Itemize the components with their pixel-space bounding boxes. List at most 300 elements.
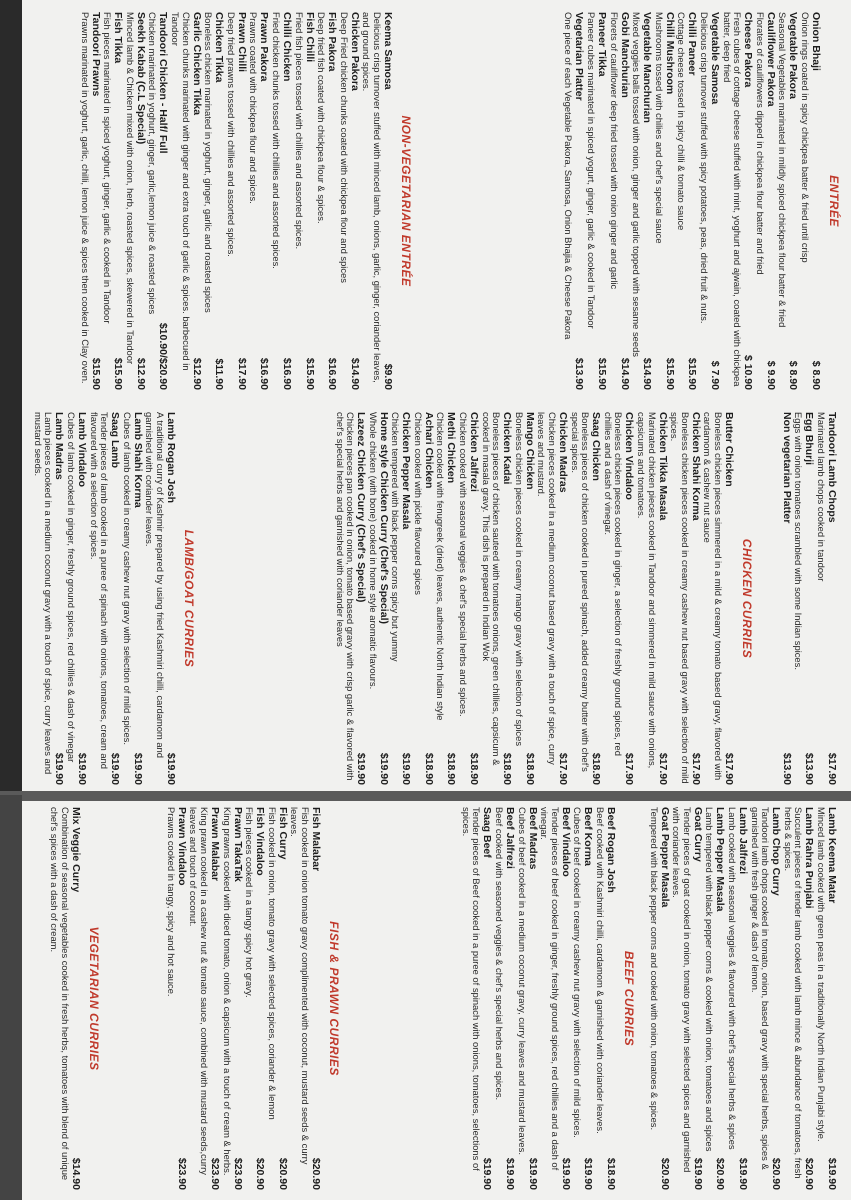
dish-price: $18.90 xyxy=(523,752,536,785)
menu-item xyxy=(793,412,815,785)
menu-item-header xyxy=(560,807,571,1190)
menu-item-header xyxy=(423,412,434,785)
menu-item-header xyxy=(664,12,675,390)
menu-item xyxy=(165,807,187,1190)
dish-name: Keema Samosa xyxy=(382,12,394,90)
dish-description: Lamb tempered with black pepper corns & cooked with onion, tomatoes and spices xyxy=(704,807,716,1152)
menu-item-header xyxy=(109,412,120,785)
dish-name: Beef Vindaloo xyxy=(559,807,572,877)
dish-name: Lazeez Chicken Curry (Chef's Special) xyxy=(355,412,368,603)
dish-price: $17.90 xyxy=(235,357,248,390)
menu-item-header xyxy=(165,412,176,785)
menu-item-header xyxy=(277,807,288,1190)
menu-item-header xyxy=(112,12,123,390)
dish-price: $15.90 xyxy=(303,357,316,390)
dish-price: $15.90 xyxy=(89,357,102,390)
dish-description: Boneless chicken marinated in yoghurt, ginger, garlic and roasted spices xyxy=(203,12,215,313)
dish-price: $15.90 xyxy=(663,357,676,390)
dish-name: Mix Veggie Curry xyxy=(70,807,82,893)
menu-item-header xyxy=(714,807,725,1190)
menu-item xyxy=(266,807,288,1190)
dish-name: Vegetable Pakora xyxy=(787,12,800,99)
menu-item xyxy=(648,807,670,1190)
dish-price: $20.90 xyxy=(803,1157,816,1190)
menu-item xyxy=(289,807,321,1190)
dish-price: $19.90 xyxy=(826,1157,838,1190)
dish-price: $18.90 xyxy=(590,752,603,785)
dish-description: Fish pieces marinated in spiced yoghurt, ginger, garlic & cooked in Tandoor xyxy=(102,12,114,324)
dish-name: Chicken Pepper Masala xyxy=(400,412,413,530)
item-list xyxy=(165,807,321,1190)
dish-price: $14.90 xyxy=(348,357,361,390)
dish-price: $12.90 xyxy=(134,357,147,390)
section-entree xyxy=(562,0,841,400)
dish-description: Whole chicken (with bone) cooked in home style aromatic flavours. xyxy=(367,412,379,690)
dish-name: Vegetarian Platter xyxy=(573,12,586,101)
dish-description: Succulent pieces of tender lamb cooked with lamb mince & abundance of tomatoes, fresh herbs & spices. xyxy=(782,807,805,1179)
menu-item xyxy=(749,807,781,1190)
dish-price: $12.90 xyxy=(190,357,203,390)
menu-item xyxy=(458,412,480,785)
menu-item xyxy=(676,12,698,390)
dish-description: Prawns cooked in tangy, spicy and hot sauce. xyxy=(165,807,177,997)
dish-name: Seekh Kabab (C.L Special) xyxy=(134,12,147,145)
menu-item xyxy=(594,807,616,1190)
menu-item xyxy=(334,412,366,785)
menu-item xyxy=(572,807,594,1190)
dish-price: $19.90 xyxy=(504,1157,517,1190)
dish-description: Delicious crisp turnover stuffed with minced lamb, onions, garlic, ginger, coriander leaves, and ground spices. xyxy=(361,12,383,383)
dish-name: Chilli Paneer xyxy=(686,12,699,76)
menu-item xyxy=(102,12,124,390)
menu-item-header xyxy=(527,807,538,1190)
dish-name: Chicken Jalfrezi xyxy=(468,412,481,492)
dish-description: Tandoori lamb chops cooked in tomato, onion, based gravy with special herbs, spices & garnished with fresh ginger & dash of lemon. xyxy=(749,807,772,1170)
dish-description: Eggs with onion tomatoes scrambled with some Indian spices. xyxy=(793,412,805,670)
dish-price: $18.90 xyxy=(501,752,514,785)
section-title: VEGETARIAN CURRIES xyxy=(87,926,101,1071)
item-list xyxy=(563,12,821,390)
item-list xyxy=(334,412,734,785)
section-title: CHICKEN CURRIES xyxy=(740,538,754,659)
menu-item-header xyxy=(803,412,814,785)
dish-name: Lamb Vindaloo xyxy=(76,412,89,488)
dish-name: Lamb Rogan Josh xyxy=(165,412,177,504)
menu-item-header xyxy=(770,807,781,1190)
dish-name: Fish Vindaloo xyxy=(254,807,267,876)
menu-item xyxy=(493,807,515,1190)
dish-description: Prawns marinated in yoghurt, garlic, chilli, lemon juice & spices then cooked in Clay oven. xyxy=(79,12,91,384)
menu-item-header xyxy=(76,412,87,785)
dish-name: Prawn Malabar xyxy=(209,807,222,882)
dish-name: Prawn Pakora xyxy=(258,12,271,82)
dish-name: Fish Malabar xyxy=(310,807,322,872)
page-bottom-band xyxy=(0,400,22,795)
dish-description: Delicious crisp turnover stuffed with spicy potatoes, peas, dried fruit & nuts. xyxy=(699,12,711,324)
menu-item-header xyxy=(310,807,321,1190)
menu-item-header xyxy=(504,807,515,1190)
panel-chicken-lamb xyxy=(0,400,851,795)
menu-item xyxy=(669,412,701,785)
dish-description: Chicken tempered with black pepper corns spicy but yummy xyxy=(390,412,402,662)
menu-item xyxy=(513,412,535,785)
dish-price: $19.90 xyxy=(582,1157,595,1190)
dish-name: Beef Jalfrezi xyxy=(504,807,517,869)
dish-price: $14.90 xyxy=(618,357,631,390)
dish-name: Non vegetarian Platter xyxy=(780,412,793,524)
dish-price: $ 8.90 xyxy=(787,360,800,390)
dish-description: Chicken marinated in yoghurt, ginger, garlic,lemon juice & roasted spices xyxy=(147,12,159,315)
dish-name: Lamb Keema Matar xyxy=(826,807,838,904)
dish-price: $ 8.90 xyxy=(810,360,822,390)
dish-description: Marinated lamb chops cooked in tandoor xyxy=(816,412,827,582)
section-nonveg-entree xyxy=(78,0,413,400)
menu-item-header xyxy=(686,12,697,390)
dish-description: Paneer cubes marinated in spiced yogurt, ginger, garlic & cooked in Tandoor xyxy=(586,12,598,329)
menu-item-header xyxy=(596,12,607,390)
menu-item xyxy=(721,12,753,390)
menu-item-header xyxy=(176,807,187,1190)
dish-name: Vegetable Manchurian xyxy=(641,12,654,123)
dish-price: $19.90 xyxy=(691,1157,704,1190)
menu-item-header xyxy=(742,12,753,390)
dish-price: $19.90 xyxy=(53,752,66,785)
dish-description: Prawns coated with chickpea flour and spices. xyxy=(248,12,260,204)
dish-price: $19.90 xyxy=(481,1157,494,1190)
menu-item xyxy=(569,412,601,785)
dish-description: Fish cooked in onion tomato gravy complimented with coconut, mustard seeds & curry leaves. xyxy=(289,807,311,1165)
dish-name: Chicken Kadai xyxy=(501,412,514,485)
dish-description: A traditional curry of Kashmir prepared by using fried Kashmiri chilli, cardamom and garnished with coriander leaves. xyxy=(144,412,166,758)
dish-name: Goat Curry xyxy=(691,807,704,862)
item-list xyxy=(648,807,837,1190)
dish-price: $18.90 xyxy=(605,1157,617,1190)
dish-description: Boneless chicken pieces cooked in creamy mango gravy with selection of spices xyxy=(513,412,525,747)
dish-description: Cottage cheese tossed in spicy chilli & tomato sauce xyxy=(676,12,688,231)
dish-name: Beef Korma xyxy=(582,807,595,866)
menu-item-header xyxy=(232,807,243,1190)
menu-item-header xyxy=(605,807,616,1190)
dish-price: $17.90 xyxy=(826,752,838,785)
menu-item xyxy=(188,807,220,1190)
menu-item-header xyxy=(281,12,292,390)
dish-name: Prawn Chilli xyxy=(235,12,248,73)
dish-price: $14.90 xyxy=(641,357,654,390)
dish-price: $20.90 xyxy=(714,1157,727,1190)
dish-description: Beef cooked with Kashmiri chilli, cardamom & garnished with coriander leaves. xyxy=(595,807,606,1134)
dish-price: $9.90 xyxy=(382,363,394,390)
dish-price: $17.90 xyxy=(557,752,570,785)
menu-item-header xyxy=(446,412,457,785)
menu-item xyxy=(460,807,492,1190)
dish-description: Chicken pieces pan cooked in onion, tomato based gravy with crisp garlic & flavored with chef's special herbs and garnished with coriander leaves xyxy=(334,412,357,781)
dish-name: Lamb Jalfrezi xyxy=(737,807,750,875)
dish-price: $15.90 xyxy=(686,357,699,390)
dish-description: King prawns cooked with diced tomato, onion & capsicum with a touch of cream & herbs. xyxy=(221,807,233,1176)
menu-item-header xyxy=(258,12,269,390)
dish-description: Lamb cooked with seasonal veggies & flavoured with chef's special herbs & spices xyxy=(727,807,739,1150)
menu-item-header xyxy=(692,807,703,1190)
menu-item-header xyxy=(690,412,701,785)
dish-price: $20.90 xyxy=(254,1157,267,1190)
dish-price: $16.90 xyxy=(326,357,339,390)
dish-name: Fish Tikka xyxy=(112,12,125,64)
menu-item xyxy=(631,12,653,390)
menu-item xyxy=(585,12,607,390)
dish-description: Fish pieces cooked in a tangy spicy hot gravy. xyxy=(244,807,256,998)
dish-name: Tandoori Prawns xyxy=(89,12,102,97)
menu-item xyxy=(338,12,360,390)
dish-price: $18.90 xyxy=(445,752,458,785)
dish-name: Chicken Vindaloo xyxy=(623,412,636,500)
dish-description: King prawn cooked in a cashew nut & tomato sauce, combined with mustard seeds,curry leaves and touch of coconut. xyxy=(188,807,211,1175)
menu-item xyxy=(653,12,675,390)
menu-item xyxy=(602,412,634,785)
dish-description: Fish cooked in onion, tomato gravy with selected spices, coriander & lemon xyxy=(266,807,278,1120)
menu-item xyxy=(65,412,87,785)
dish-description: Deep fried fish coated with chickpea flour & spices. xyxy=(316,12,328,224)
menu-item xyxy=(702,412,734,785)
menu-item xyxy=(781,412,792,785)
menu-item xyxy=(704,807,726,1190)
dish-name: Chilli Chicken xyxy=(281,12,294,82)
dish-name: Onion Bhaji xyxy=(810,12,822,71)
dish-price: $19.90 xyxy=(377,752,390,785)
dish-name: Lamb Chop Curry xyxy=(770,807,783,896)
section-beef xyxy=(459,795,636,1200)
dish-name: Saag Chicken xyxy=(590,412,603,481)
menu-item xyxy=(316,12,338,390)
menu-item xyxy=(270,12,292,390)
menu-item-header xyxy=(481,807,492,1190)
menu-item xyxy=(79,12,101,390)
dish-price: $14.90 xyxy=(70,1157,82,1190)
dish-description: Tender pieces of beef cooked in ginger, freshly ground spices, red chillies and a dash of vinegar. xyxy=(539,807,561,1171)
dish-price: $23.90 xyxy=(209,1157,222,1190)
dish-description: Beef cooked with seasoned veggies & chef's special herbs and spices. xyxy=(494,807,506,1101)
menu-item-header xyxy=(501,412,512,785)
panel-entree xyxy=(0,0,851,400)
section-title: LAMB/GOAT CURRIES xyxy=(182,529,196,668)
menu-item xyxy=(412,412,434,785)
menu-item-header xyxy=(826,412,837,785)
dish-description: Tender pieces of Beef cooked in a puree of spinach with onions, tomatoes, selections of spices. xyxy=(460,807,483,1171)
menu-item xyxy=(367,412,389,785)
menu-item xyxy=(390,412,412,785)
dish-name: Beef Madras xyxy=(526,807,539,870)
dish-description: Lamb pieces cooked in a medium coconut gravy with a touch of spice, curry leaves and mustard seeds. xyxy=(32,412,55,775)
menu-item xyxy=(563,12,585,390)
menu-item-header xyxy=(573,12,584,390)
menu-item-header xyxy=(657,412,668,785)
dish-name: Fish Pakora xyxy=(326,12,339,72)
item-list xyxy=(460,807,616,1190)
menu-item-header xyxy=(737,807,748,1190)
menu-item xyxy=(698,12,720,390)
page-bottom-band xyxy=(0,0,22,400)
dish-name: Methi Chicken xyxy=(445,412,458,484)
dish-price: $19.90 xyxy=(109,752,122,785)
dish-name: Lamb Shahi Korma xyxy=(131,412,144,508)
menu-item xyxy=(539,807,571,1190)
menu-item-header xyxy=(659,807,670,1190)
menu-item-header xyxy=(765,12,776,390)
menu-item-header xyxy=(557,412,568,785)
menu-item xyxy=(480,412,512,785)
menu-item-header xyxy=(582,807,593,1190)
dish-name: Tandoori Chicken - Half/ Full xyxy=(157,12,170,154)
item-list xyxy=(32,412,176,785)
dish-price: $15.90 xyxy=(596,357,609,390)
section-veg xyxy=(48,795,101,1200)
dish-description: Fried fish pieces tossed with chillies and assorted spices. xyxy=(293,12,305,250)
dish-price: $15.90 xyxy=(112,357,125,390)
dish-description: Tender pieces of goat cooked in onion, tomato gravy with selected spices and garnished with coriander leaves. xyxy=(671,807,693,1173)
section-chicken xyxy=(333,400,754,795)
dish-name: Cheese Pakora xyxy=(742,12,755,88)
dish-name: Mango Chicken xyxy=(523,412,536,490)
dish-description: Boneless pieces of chicken sauteed with tomatoes onions, green chillies, capsicum & cooked in masala gravy. This dish is prepared in Indian Wok xyxy=(480,412,503,766)
dish-price: $19.90 xyxy=(400,752,413,785)
menu-item xyxy=(671,807,703,1190)
dish-description: Onion rings coated in spicy chickpea batter & fried until crisp xyxy=(800,12,811,263)
dish-name: Chicken Tikka Masala xyxy=(656,412,669,521)
dish-price: $13.90 xyxy=(803,752,816,785)
dish-description: Boneless chicken pieces cooked in creamy cashew nut based gravy with selection of mild spices. xyxy=(669,412,691,784)
menu-item-header xyxy=(623,412,634,785)
menu-item xyxy=(516,807,538,1190)
dish-description: Fried chicken chunks tossed with chillies and assorted spices. xyxy=(271,12,283,269)
dish-name: Fish Curry xyxy=(276,807,289,860)
dish-name: Chicken Tikka xyxy=(213,12,226,83)
dish-price: $19.90 xyxy=(559,1157,572,1190)
dish-description: Mixed veggies balls tossed with onion, ginger and garlic topped with sesame seeds xyxy=(631,12,643,357)
dish-description: Minced lamb cooked with green peas in a traditionally North Indian Punjabi style. xyxy=(816,807,827,1142)
dish-description: Chicken pieces cooked in a medium coconut based gravy with a touch of spice, curry leaves and mustard. xyxy=(536,412,559,765)
menu-item-header xyxy=(524,412,535,785)
dish-price: $19.90 xyxy=(526,1157,539,1190)
dish-name: Fish Chilli xyxy=(303,12,316,63)
dish-price: $17.90 xyxy=(689,752,702,785)
dish-name: Garlic Chicken Tikka xyxy=(190,12,203,116)
menu-item xyxy=(361,12,393,390)
dish-name: Saag Lamb xyxy=(109,412,122,469)
dish-name: Prawn TakaTak xyxy=(231,807,244,882)
dish-price: $17.90 xyxy=(623,752,636,785)
menu-item xyxy=(49,807,81,1190)
dish-description: Florates of cauliflowers dipped in chickpea flour batter and fried xyxy=(754,12,766,275)
dish-price: $20.90 xyxy=(658,1157,671,1190)
dish-price: $18.90 xyxy=(468,752,481,785)
menu-item xyxy=(754,12,776,390)
menu-item-header xyxy=(378,412,389,785)
menu-item xyxy=(203,12,225,390)
section-title: BEEF CURRIES xyxy=(622,950,636,1047)
dish-description: Chicken cooked with fenugreek (dried) leaves, authentic North Indian style xyxy=(435,412,447,721)
dish-name: Egg Bhurji xyxy=(803,412,816,466)
menu-item xyxy=(536,412,568,785)
menu-item-header xyxy=(468,412,479,785)
menu-item-header xyxy=(90,12,101,390)
dish-description: Marinated chicken pieces cooked in Tandoor and simmered in mild sauce with onions, capsicums and tomatoes. xyxy=(636,412,658,769)
dish-description: Minced lamb & Chicken mixed with onion, herb, roasted spices, skewered in Tandoor xyxy=(124,12,136,365)
menu-item xyxy=(635,412,667,785)
menu-item xyxy=(169,12,201,390)
menu-item-header xyxy=(619,12,630,390)
menu-item xyxy=(435,412,457,785)
menu-item xyxy=(244,807,266,1190)
menu-item-header xyxy=(723,412,734,785)
dish-price: $ 9.90 xyxy=(764,360,777,390)
dish-name: Butter Chicken xyxy=(723,412,735,487)
menu-item-header xyxy=(709,12,720,390)
section-title: FISH & PRAWN CURRIES xyxy=(327,921,341,1076)
dish-description: Chicken chunks marinated with ginger and extra touch of garlic & spices. barbecued in Tandoor xyxy=(170,12,192,371)
dish-description: Deep Fried chicken chunks coated with chickpea flour and spices xyxy=(338,12,350,283)
panel-beef-fish-veg xyxy=(0,795,851,1200)
dish-description: Tender pieces of lamb cooked in a puree of spinach with onions, tomatoes, cream and flavoured with a selection of spices. xyxy=(88,412,111,769)
menu-item-header xyxy=(135,12,146,390)
menu-item-header xyxy=(326,12,337,390)
dish-description: Florets of cauliflower deep fried tossed with onion ginger and garlic xyxy=(608,12,620,290)
menu-item xyxy=(726,807,748,1190)
menu-item-header xyxy=(53,412,64,785)
dish-name: Chicken Madras xyxy=(557,412,570,493)
dish-price: $19.90 xyxy=(355,752,368,785)
menu-item xyxy=(225,12,247,390)
menu-item-header xyxy=(304,12,315,390)
dish-name: Saag Beef xyxy=(481,807,494,858)
menu-item-header xyxy=(641,12,652,390)
menu-item xyxy=(221,807,243,1190)
dish-name: Chilli Mushroom xyxy=(663,12,676,95)
menu-item xyxy=(121,412,143,785)
menu-item-header xyxy=(157,12,168,390)
dish-description: Cubes of beef cooked in a medium coconut gravy, curry leaves and mustard leaves. xyxy=(516,807,528,1155)
dish-name: Vegetable Samosa xyxy=(709,12,722,105)
dish-description: Cubes of lamb cooked in ginger, freshly ground spices, red chillies & dash of vinegar xyxy=(66,412,78,763)
item-list xyxy=(781,412,837,785)
menu-item xyxy=(32,412,64,785)
dish-name: Home style Chicken Curry (Chef's Special) xyxy=(377,412,390,624)
dish-price: $17.90 xyxy=(723,752,735,785)
menu-item xyxy=(782,807,814,1190)
menu-item xyxy=(608,12,630,390)
dish-price: $13.90 xyxy=(573,357,586,390)
menu-item xyxy=(815,807,837,1190)
menu-item-header xyxy=(810,12,821,390)
menu-item xyxy=(124,12,146,390)
dish-price: $20.90 xyxy=(310,1157,322,1190)
dish-price: $20.90 xyxy=(276,1157,289,1190)
menu-item-header xyxy=(355,412,366,785)
dish-name: Achari Chicken xyxy=(422,412,435,489)
section-title: ENTRÉE xyxy=(827,175,841,227)
dish-description: Boneless chicken pieces cooked in ginger, a selection of freshly ground spices, red chillies and a dash of vinegar. xyxy=(602,412,625,756)
dish-description: Cubes of lamb cooked in creamy cashew nut gravy with selection of mild spices. xyxy=(121,412,133,745)
dish-name: Beef Rogan Josh xyxy=(605,807,617,893)
item-list xyxy=(49,807,81,1190)
dish-price: $19.90 xyxy=(76,752,89,785)
menu-item xyxy=(248,12,270,390)
dish-name: Tandoori Lamb Chops xyxy=(826,412,838,523)
dish-price: $19.90 xyxy=(165,752,177,785)
menu-item-header xyxy=(213,12,224,390)
dish-description: Combination of seasonal vegetables cooked in fresh herbs, tomatoes with blend of unique chef's spices with a dash of cream. xyxy=(49,807,71,1181)
dish-description: Seasonal Vegetables marinated in mildly spiced chickpea flour batter & fried xyxy=(777,12,789,328)
menu-item-header xyxy=(382,12,393,390)
dish-description: Fresh cubes of cottage cheese stuffed with mint, yoghurt and ajwain, coated with chickpea batter, deep fried xyxy=(721,12,744,387)
